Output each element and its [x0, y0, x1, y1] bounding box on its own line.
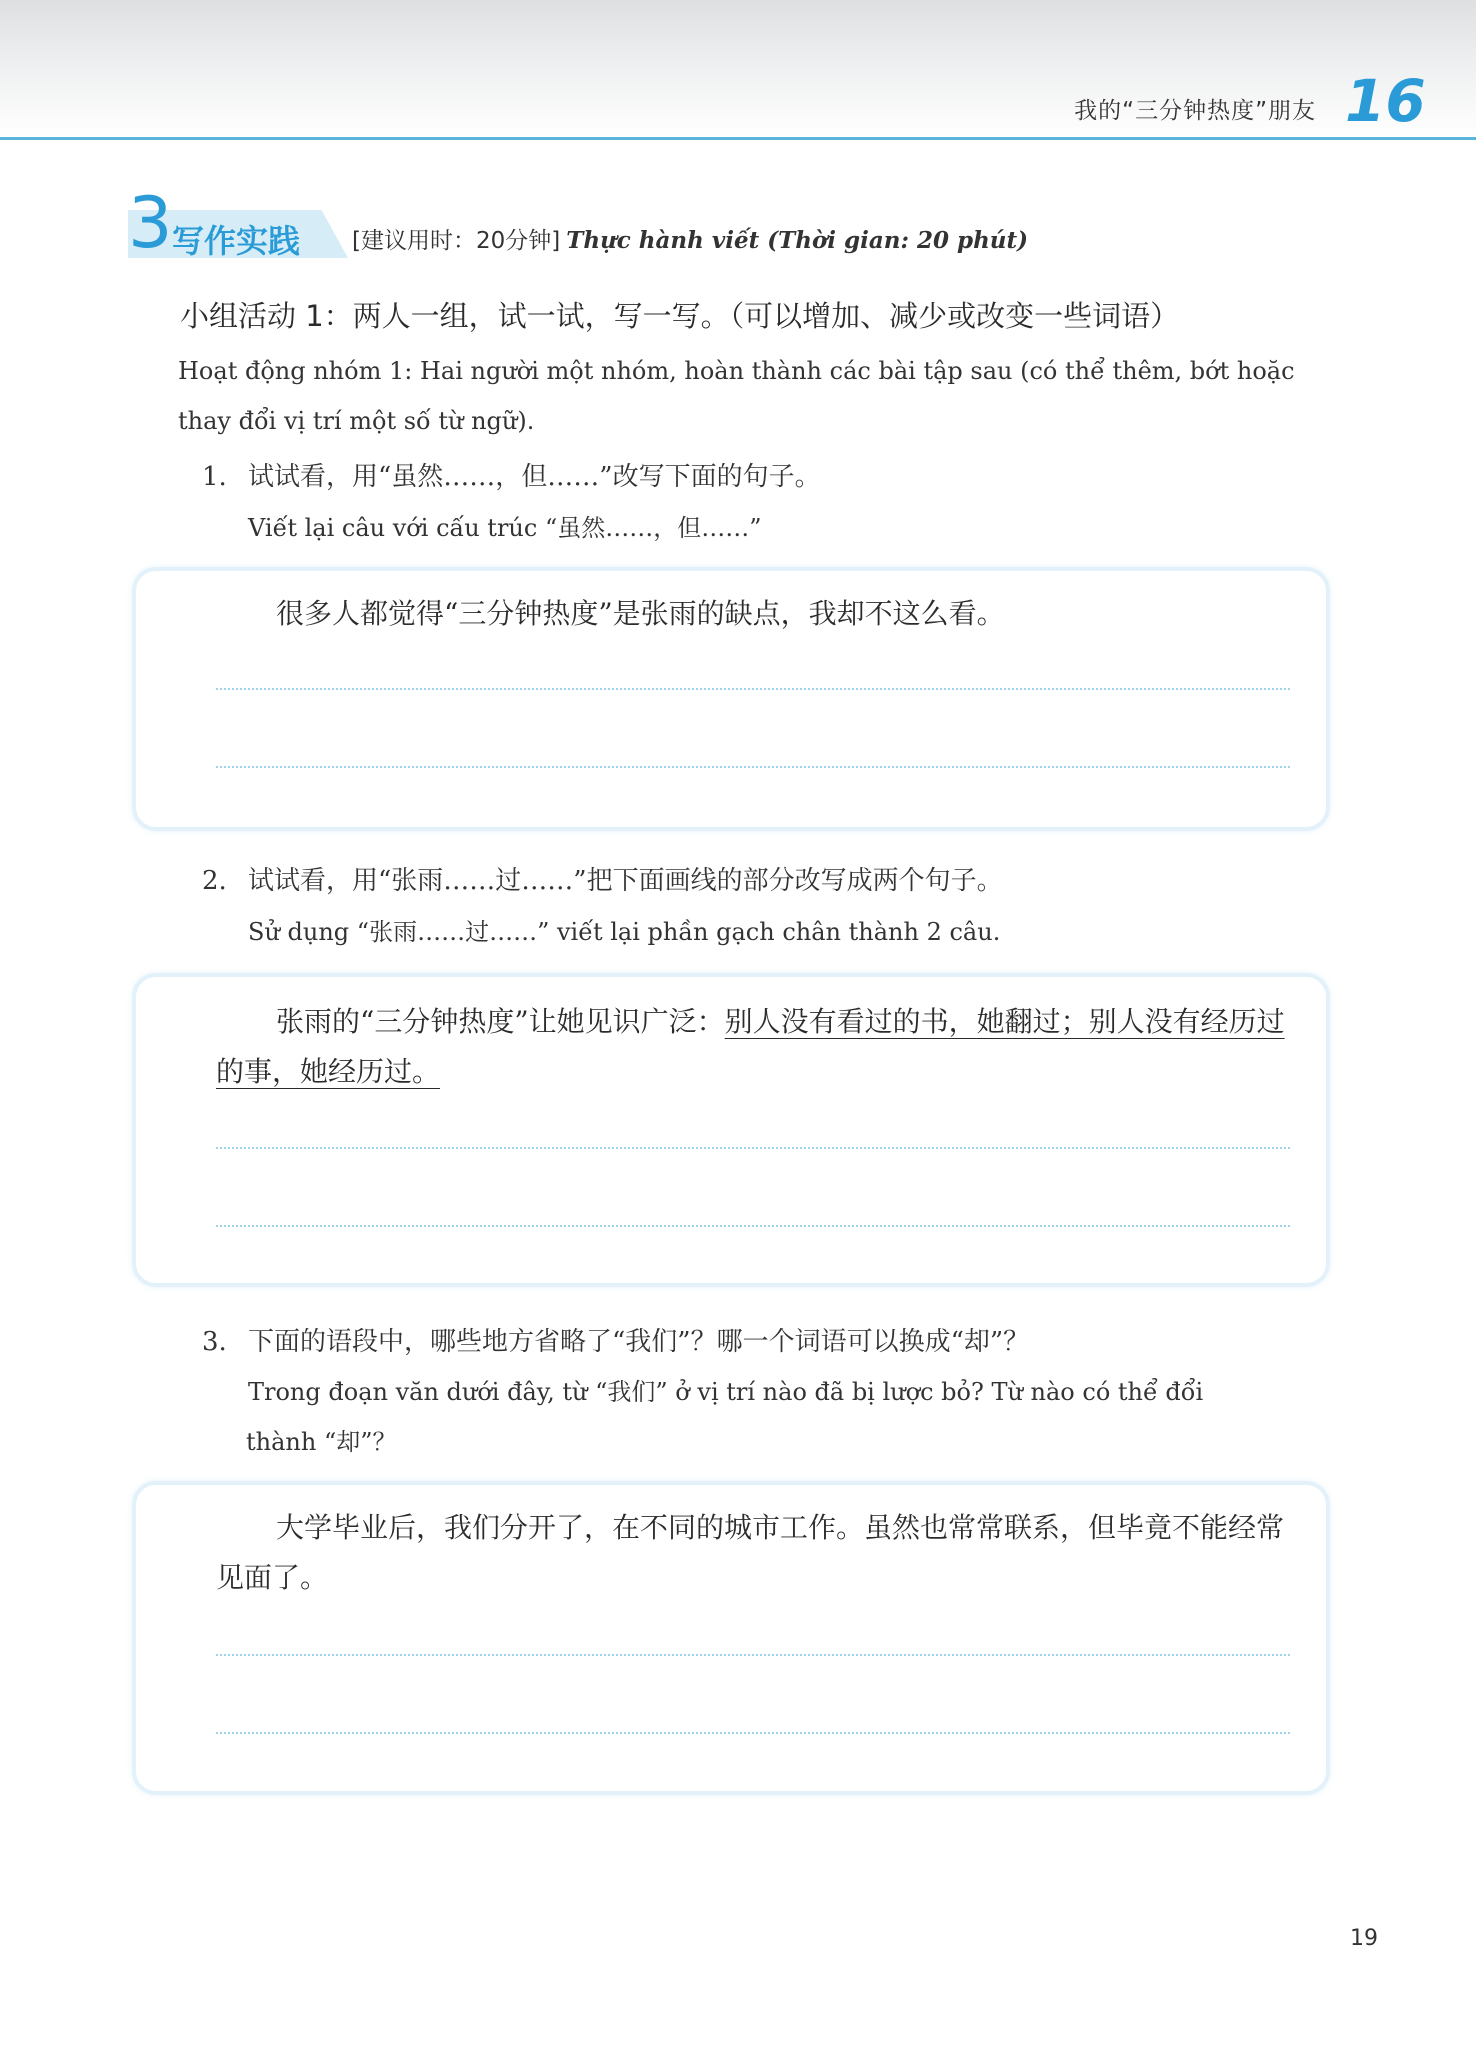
- question-1-translation: Viết lại câu với cấu trúc “虽然……，但……”: [248, 514, 762, 542]
- question-3-translation-line-1: Trong đoạn văn dưới đây, từ “我们” ở vị trí nào đã bị lược bỏ? Từ nào có thể đổi: [248, 1378, 1204, 1406]
- answer-box-3: [132, 1481, 1330, 1795]
- writing-line[interactable]: [216, 1654, 1290, 1656]
- question-number: 1.: [202, 462, 227, 492]
- activity-description: Hoạt động nhóm 1: Hai người một nhóm, hoàn thành các bài tập sau (có thể thêm, bớt hoặc thay đổi vị trí một số từ ngữ).: [178, 357, 1295, 435]
- section-title: 写作实践: [172, 222, 301, 260]
- writing-line[interactable]: [216, 1147, 1290, 1149]
- question-number: 3.: [202, 1327, 227, 1357]
- question-3: [202, 1321, 1029, 1358]
- answer-box-1: [132, 567, 1330, 831]
- section-number: 3: [128, 182, 173, 264]
- question-2-translation: Sử dụng “张雨……过……” viết lại phần gạch chân thành 2 câu.: [248, 918, 1001, 946]
- question-text: 试试看，用“张雨……过……”把下面画线的部分改写成两个句子。: [248, 866, 1003, 896]
- question-text: 下面的语段中，哪些地方省略了“我们”？哪一个词语可以换成“却”？: [248, 1327, 1030, 1357]
- question-text: 试试看，用“虽然……，但……”改写下面的句子。: [248, 462, 821, 492]
- section-time: [352, 222, 1028, 255]
- passage-text: 很多人都觉得“三分钟热度”是张雨的缺点，我却不这么看。: [276, 597, 1005, 630]
- question-1: [202, 456, 821, 493]
- passage-text: [216, 997, 1290, 1097]
- header-divider: [0, 137, 1476, 140]
- question-3-translation-line-2: thành “却”？: [246, 1428, 397, 1456]
- passage-underlined: 别人没有看过的书，她翻过；别人没有经历过的事，她经历过。: [216, 1005, 1285, 1088]
- suggested-time-vi: Thực hành viết (Thời gian: 20 phút): [566, 227, 1029, 254]
- chapter-number: 16: [1345, 67, 1426, 135]
- passage-text: 大学毕业后，我们分开了，在不同的城市工作。虽然也常常联系，但毕竟不能经常见面了。: [216, 1511, 1285, 1594]
- question-number: 2.: [202, 866, 227, 896]
- writing-line[interactable]: [216, 766, 1290, 768]
- writing-line[interactable]: [216, 1225, 1290, 1227]
- passage-plain: 张雨的“三分钟热度”让她见识广泛：: [276, 1005, 725, 1038]
- page-number: 19: [1350, 1926, 1378, 1951]
- activity-title: 小组活动 1：两人一组，试一试，写一写。（可以增加、减少或改变一些词语）: [180, 299, 1180, 333]
- writing-line[interactable]: [216, 1732, 1290, 1734]
- question-2: [202, 860, 1003, 897]
- suggested-time-cn: [建议用时：20分钟]: [352, 228, 561, 254]
- writing-line[interactable]: [216, 688, 1290, 690]
- answer-box-2: [132, 973, 1330, 1287]
- lesson-title: 我的“三分钟热度”朋友: [1074, 98, 1316, 124]
